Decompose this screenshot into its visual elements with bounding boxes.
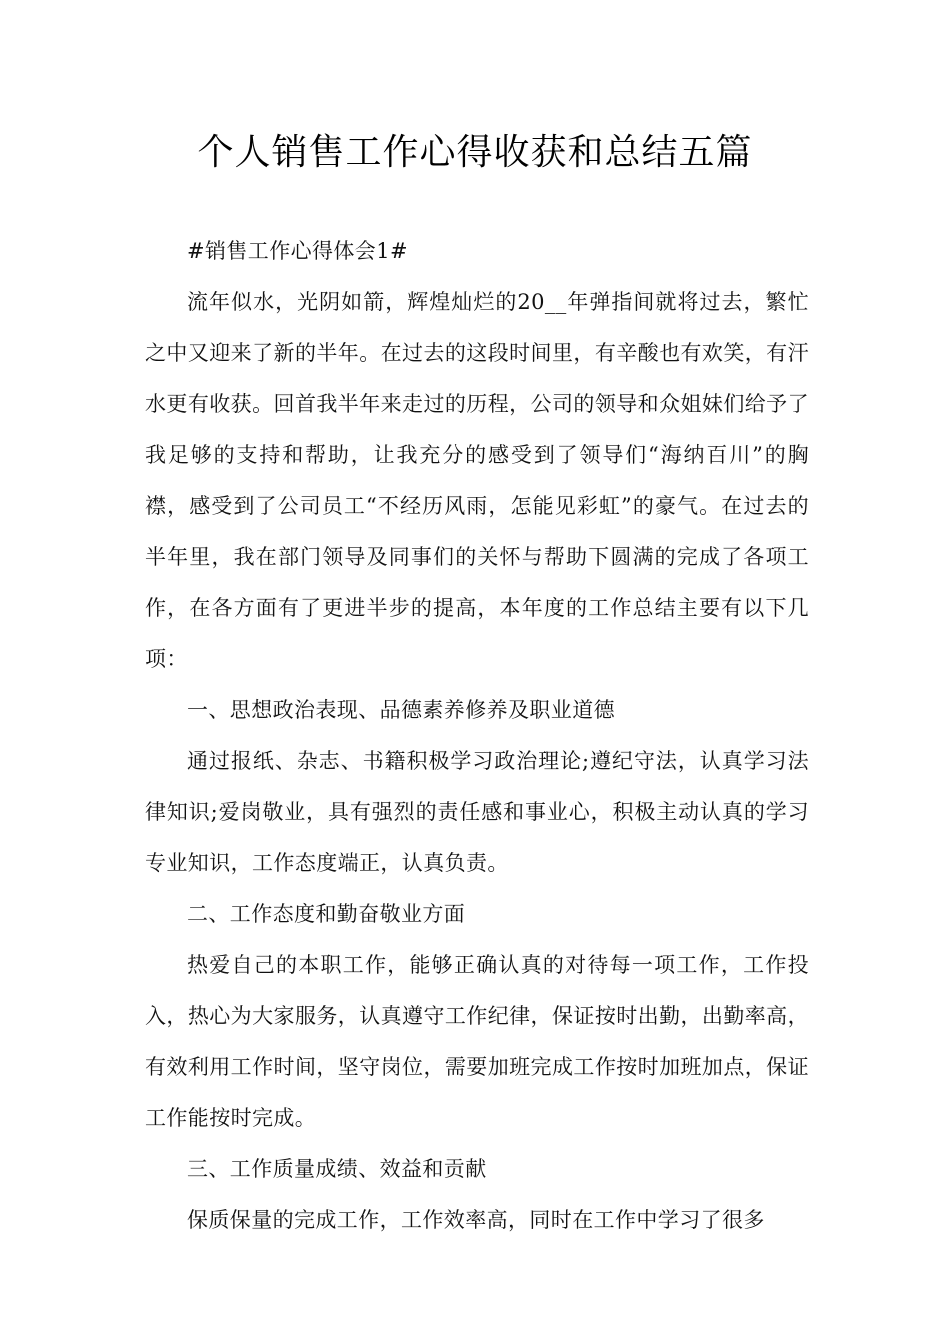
document-body bbox=[145, 226, 809, 1246]
document-title: 个人销售工作心得收获和总结五篇 bbox=[197, 132, 753, 173]
section-heading-1: #销售工作心得体会1# bbox=[187, 239, 408, 263]
subheading-1: 一、思想政治表现、品德素养修养及职业道德 bbox=[187, 698, 615, 722]
paragraph-2: 热爱自己的本职工作，能够正确认真的对待每一项工作，工作投入，热心为大家服务，认真遵守工作纪律，保证按时出勤，出勤率高，有效利用工作时间，坚守岗位，需要加班完成工作按时加班加点，保证工作能按时完成。 bbox=[145, 953, 809, 1130]
subheading-2: 二、工作态度和勤奋敬业方面 bbox=[187, 902, 466, 926]
paragraph-intro: 流年似水，光阴如箭，辉煌灿烂的20__年弹指间就将过去，繁忙之中又迎来了新的半年。在过去的这段时间里，有辛酸也有欢笑，有汗水更有收获。回首我半年来走过的历程，公司的领导和众姐妹们给予了我足够的支持和帮助，让我充分的感受到了领导们“海纳百川”的胸襟，感受到了公司员工“不经历风雨，怎能见彩虹”的豪气。在过去的半年里，我在部门领导及同事们的关怀与帮助下圆满的完成了各项工作，在各方面有了更进半步的提高，本年度的工作总结主要有以下几项： bbox=[145, 290, 809, 671]
subheading-3: 三、工作质量成绩、效益和贡献 bbox=[187, 1157, 487, 1181]
paragraph-1: 通过报纸、杂志、书籍积极学习政治理论;遵纪守法，认真学习法律知识;爱岗敬业，具有强烈的责任感和事业心，积极主动认真的学习专业知识，工作态度端正，认真负责。 bbox=[145, 749, 809, 875]
paragraph-3: 保质保量的完成工作，工作效率高，同时在工作中学习了很多 bbox=[187, 1208, 765, 1232]
